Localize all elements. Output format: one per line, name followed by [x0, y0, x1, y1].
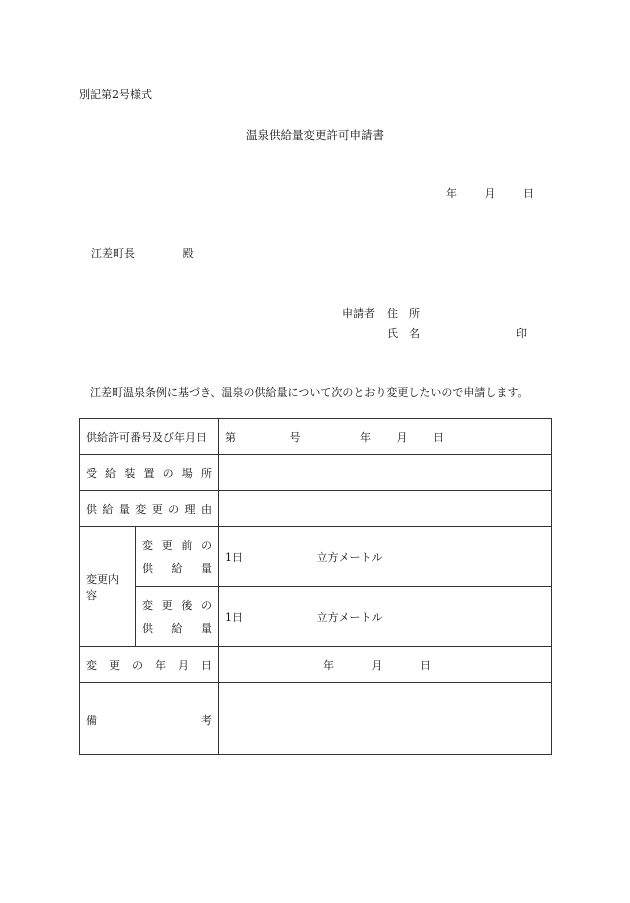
char: 給 — [171, 561, 183, 575]
char: 理 — [184, 502, 196, 516]
addressee — [91, 245, 194, 261]
applicant-address-label: 住 所 — [387, 307, 420, 320]
char: 考 — [201, 714, 212, 727]
remarks-label — [80, 683, 219, 755]
row-receiving-location — [80, 455, 552, 491]
row-change-after — [80, 587, 552, 647]
permit-number-label: 供給許可番号及び年月日 — [80, 419, 219, 455]
char: 変 — [86, 658, 97, 672]
char: 供 — [142, 561, 153, 575]
before-value[interactable] — [219, 527, 552, 587]
char: の — [162, 466, 174, 480]
char: 受 — [86, 466, 97, 480]
application-form-table — [79, 418, 552, 755]
char: 給 — [105, 466, 117, 480]
permit-year: 年 — [360, 430, 371, 444]
before-unit: 立方メートル — [316, 550, 383, 564]
char: 日 — [201, 658, 212, 672]
applicant-label: 申請者 — [342, 307, 375, 320]
char: 場 — [181, 466, 193, 480]
form-number: 別記第2号様式 — [79, 88, 152, 101]
char: 由 — [200, 502, 212, 516]
char: 前 — [181, 538, 193, 552]
char: 年 — [155, 658, 166, 672]
applicant-seal: 印 — [516, 327, 527, 340]
before-label — [136, 527, 219, 587]
char: 給 — [171, 621, 183, 635]
change-date-value[interactable] — [219, 647, 552, 683]
date-year: 年 — [446, 187, 457, 200]
addressee-name: 江差町長 — [91, 247, 135, 260]
char: 量 — [118, 502, 130, 516]
char: の — [168, 502, 180, 516]
char: 後 — [181, 598, 193, 612]
change-month: 月 — [371, 658, 383, 672]
char: 量 — [201, 561, 212, 575]
char: の — [200, 598, 212, 612]
date-day: 日 — [523, 187, 534, 200]
char: 置 — [143, 466, 155, 480]
after-day: 1日 — [225, 610, 243, 624]
char: 供 — [86, 502, 97, 516]
char: の — [132, 658, 143, 672]
after-unit: 立方メートル — [316, 610, 383, 624]
char: 更 — [161, 598, 173, 612]
row-permit-number — [80, 419, 552, 455]
char: 更 — [109, 658, 120, 672]
char: 給 — [102, 502, 114, 516]
permit-month: 月 — [396, 430, 408, 444]
after-value[interactable] — [219, 587, 552, 647]
before-day: 1日 — [225, 550, 243, 564]
receiving-location-value[interactable] — [219, 455, 552, 491]
document-title: 温泉供給量変更許可申請書 — [246, 128, 384, 142]
char: 備 — [86, 714, 97, 727]
permit-go: 号 — [289, 430, 301, 444]
change-content-label: 変更内容 — [80, 527, 136, 647]
change-date-label — [80, 647, 219, 683]
after-label — [136, 587, 219, 647]
row-change-date — [80, 647, 552, 683]
remarks-value[interactable] — [219, 683, 552, 755]
permit-day: 日 — [433, 430, 444, 444]
change-day: 日 — [420, 658, 431, 672]
intro-sentence: 江差町温泉条例に基づき、温泉の供給量について次のとおり変更したいので申請します。 — [90, 386, 529, 399]
row-remarks — [80, 683, 552, 755]
char: 変 — [142, 598, 153, 612]
date-month: 月 — [484, 187, 496, 200]
char: 変 — [135, 502, 147, 516]
char: 供 — [142, 621, 153, 635]
applicant-name-label: 氏 名 — [387, 327, 420, 340]
char: 更 — [161, 538, 173, 552]
char: 装 — [124, 466, 136, 480]
change-reason-value[interactable] — [219, 491, 552, 527]
char: 量 — [201, 621, 212, 635]
permit-number-value[interactable] — [219, 419, 552, 455]
change-year: 年 — [323, 658, 334, 672]
receiving-location-label — [80, 455, 219, 491]
char: 月 — [178, 658, 189, 672]
char: の — [200, 538, 212, 552]
row-change-before — [80, 527, 552, 587]
char: 所 — [200, 466, 212, 480]
permit-dai: 第 — [225, 430, 236, 444]
application-date — [446, 185, 534, 201]
char: 更 — [151, 502, 163, 516]
char: 変 — [142, 538, 153, 552]
addressee-honorific: 殿 — [182, 247, 194, 260]
change-reason-label — [80, 491, 219, 527]
row-change-reason — [80, 491, 552, 527]
